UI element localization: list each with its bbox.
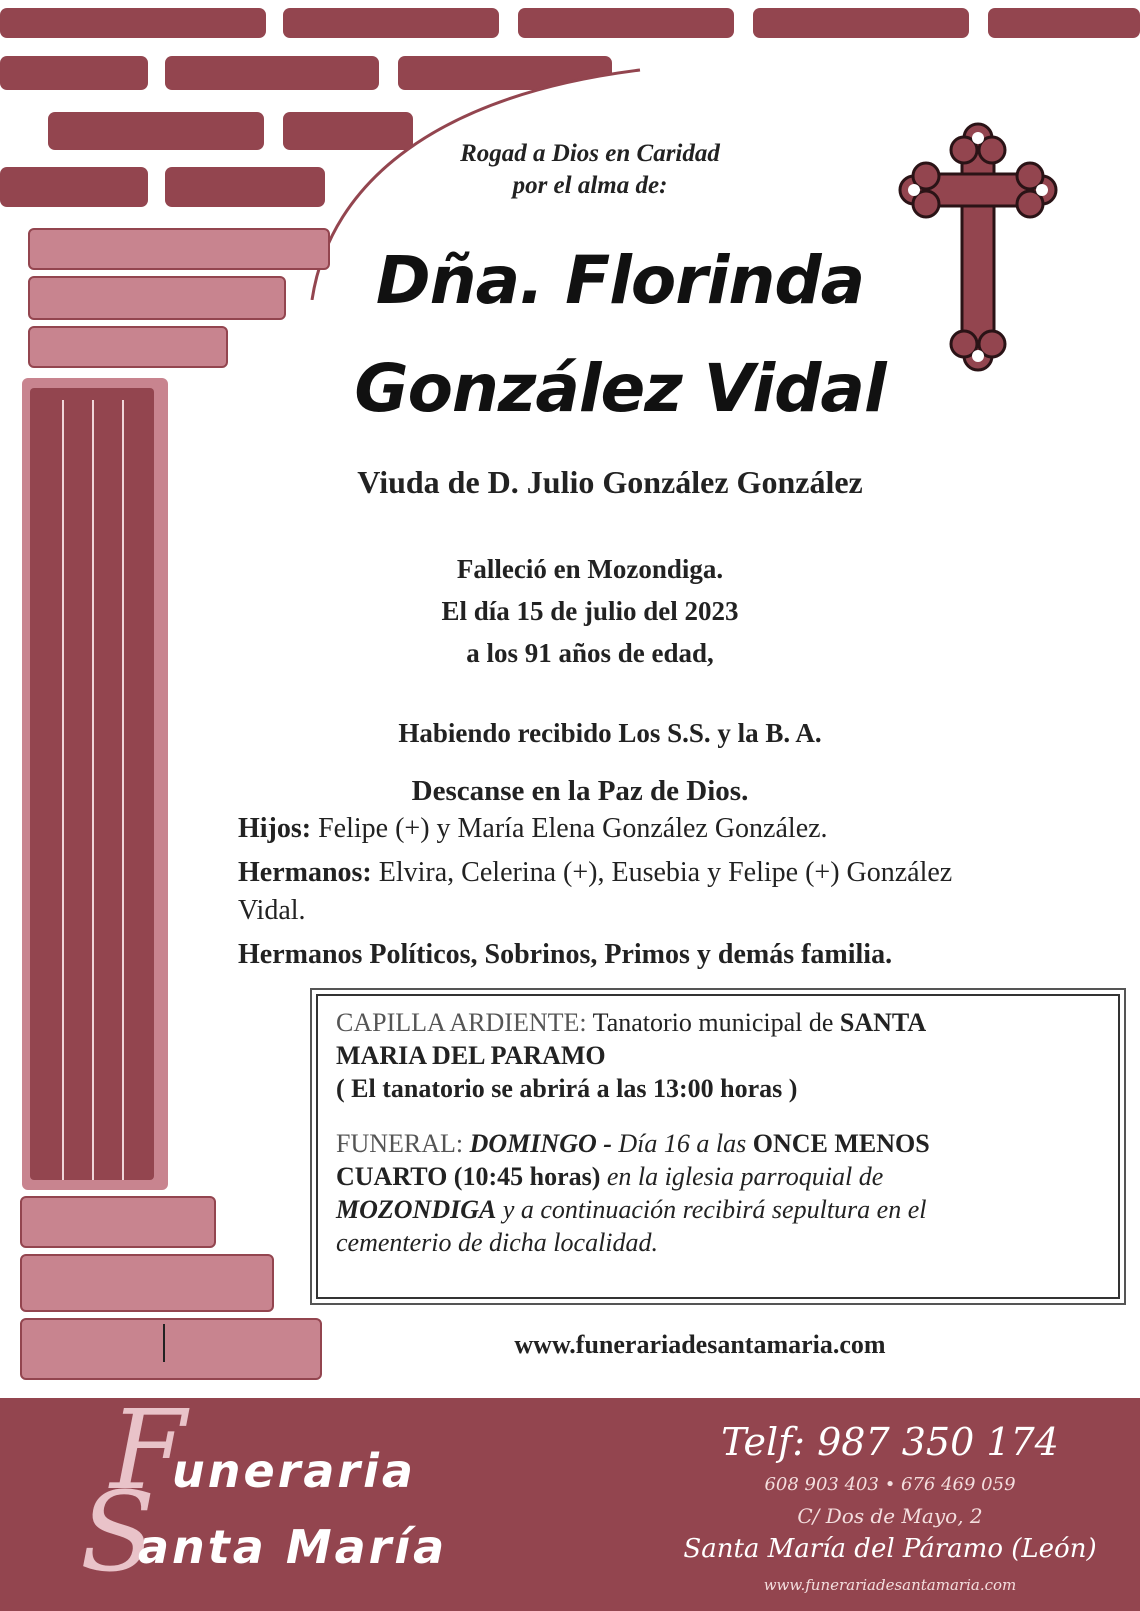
contact-web[interactable]: www.funerariadesantamaria.com	[763, 1576, 1017, 1594]
header-line1: Rogad a Dios en Caridad	[460, 140, 720, 167]
footer	[0, 1386, 1140, 1611]
brand-line2: anta María	[138, 1520, 448, 1574]
children-text: Felipe (+) y María Elena González González.	[318, 813, 828, 844]
death-age: a los 91 años de edad,	[466, 638, 714, 668]
header	[380, 138, 800, 202]
siblings-text-cont: Vidal.	[238, 895, 306, 926]
death-place: Falleció en Mozondiga.	[456, 554, 724, 584]
funeral-burial-2: cementerio de dicha localidad.	[336, 1228, 659, 1257]
capilla-place-1: SANTA	[839, 1008, 927, 1037]
funeral-burial-1: y a continuación recibirá sepultura en el	[502, 1195, 927, 1224]
column-capital	[28, 276, 286, 320]
family-section	[238, 810, 1118, 974]
website-link[interactable]: www.funerariadesantamaria.com	[514, 1330, 886, 1359]
column-base	[20, 1196, 216, 1248]
funeral-village: MOZONDIGA	[336, 1195, 497, 1224]
funeral-time-1: ONCE MENOS	[752, 1129, 930, 1158]
column-base	[20, 1254, 274, 1312]
death-date: El día 15 de julio del 2023	[441, 596, 739, 626]
widow-of: Viuda de D. Julio González González	[357, 464, 863, 500]
contact-address: C/ Dos de Mayo, 2	[797, 1504, 983, 1528]
children-label: Hijos:	[238, 813, 312, 844]
funeral-label: FUNERAL:	[336, 1129, 464, 1158]
contact-mobiles[interactable]: 608 903 403 • 676 469 059	[764, 1474, 1016, 1495]
capilla-line1	[336, 1006, 1100, 1039]
funeral-time-2: CUARTO (10:45 horas)	[336, 1162, 601, 1191]
deceased-name-line2: González Vidal	[354, 350, 886, 427]
column-capital	[28, 228, 330, 270]
contact-phone[interactable]: Telf: 987 350 174	[721, 1420, 1059, 1464]
death-details	[330, 548, 850, 674]
column-flute	[62, 400, 64, 1180]
sacraments: Habiendo recibido Los S.S. y la B. A.	[398, 718, 822, 748]
children-line	[238, 810, 1118, 848]
funeral-line1	[336, 1127, 1100, 1160]
header-line2: por el alma de:	[512, 172, 668, 199]
other-family: Hermanos Políticos, Sobrinos, Primos y demás familia.	[238, 939, 893, 970]
capilla-text: Tanatorio municipal de	[592, 1008, 834, 1037]
funeral-date-text: Día 16 a las	[618, 1129, 747, 1158]
capilla-opening: ( El tanatorio se abrirá a las 13:00 horas )	[336, 1074, 798, 1103]
brand-cap-s: S	[80, 1468, 156, 1596]
brand-cap-f: F	[110, 1386, 187, 1514]
column-capital	[28, 326, 228, 368]
brand-line1: uneraria	[172, 1444, 416, 1498]
contact-town: Santa María del Páramo (León)	[683, 1534, 1097, 1564]
column-flute	[92, 400, 94, 1180]
siblings-text: Elvira, Celerina (+), Eusebia y Felipe (+) González	[378, 857, 953, 888]
column-base	[20, 1318, 322, 1380]
deceased-name-line1: Dña. Florinda	[375, 242, 865, 319]
funeral-day: DOMINGO -	[469, 1129, 612, 1158]
info-box	[316, 994, 1120, 1299]
siblings-line	[238, 854, 1118, 892]
capilla-label: CAPILLA ARDIENTE:	[336, 1008, 587, 1037]
funeral-church: en la iglesia parroquial de	[606, 1162, 884, 1191]
column-base-mark	[163, 1324, 165, 1362]
rest-in-peace: Descanse en la Paz de Dios.	[411, 775, 749, 807]
capilla-place-2: MARIA DEL PARAMO	[336, 1041, 606, 1070]
column-flute	[122, 400, 124, 1180]
siblings-label: Hermanos:	[238, 857, 372, 888]
